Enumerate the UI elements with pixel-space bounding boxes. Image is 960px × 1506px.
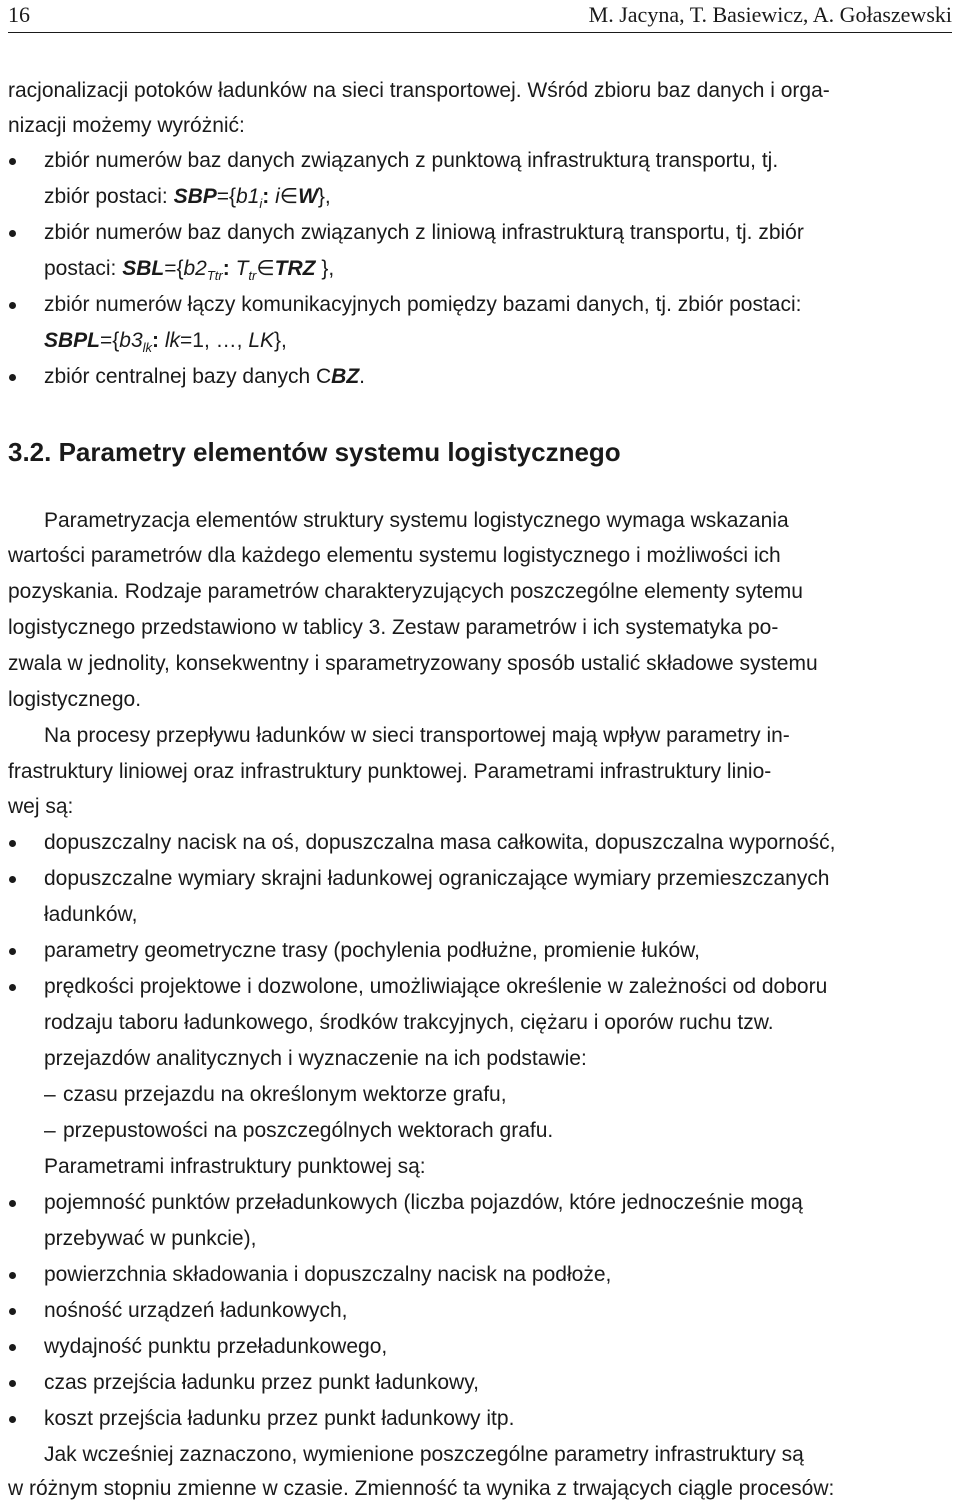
section-heading: 3.2. Parametry elementów systemu logistycznego	[8, 437, 621, 467]
sub-list-item: czasu przejazdu na określonym wektorze grafu,	[63, 1083, 507, 1106]
set-formula-sbpl: $SBPL=\{b3_{lk}$: lk=1, …, LK},	[44, 329, 287, 356]
paragraph-line: Jak wcześniej zaznaczono, wymienione poszczególne parametry infrastruktury są	[44, 1443, 804, 1466]
list-item: pojemność punktów przeładunkowych (liczba pojazdów, które jednocześnie mogą	[44, 1191, 803, 1214]
list-item: przejazdów analitycznych i wyznaczenie na ich podstawie:	[44, 1047, 587, 1070]
paragraph-line: Na procesy przepływu ładunków w sieci transportowej mają wpływ parametry in-	[44, 724, 790, 747]
list-item: ładunków,	[44, 903, 138, 926]
list-item: przebywać w punkcie),	[44, 1227, 257, 1250]
bullet-icon	[9, 230, 16, 237]
paragraph-line: Parametrami infrastruktury punktowej są:	[44, 1155, 426, 1178]
paragraph-line: w różnym stopniu zmienne w czasie. Zmienność ta wynika z trwających ciągle procesów:	[8, 1477, 835, 1500]
list-item: koszt przejścia ładunku przez punkt ładunkowy itp.	[44, 1407, 515, 1430]
paragraph-line: logistycznego.	[8, 688, 142, 711]
bullet-icon	[9, 1200, 16, 1207]
paragraph-line: frastruktury liniowej oraz infrastruktury punktowej. Parametrami infrastruktury linio-	[8, 760, 772, 783]
intro-line: racjonalizacji potoków ładunków na sieci transportowej. Wśród zbioru baz danych i orga-	[8, 79, 830, 102]
paragraph-line: pozyskania. Rodzaje parametrów charakteryzujących poszczególne elementy sytemu	[8, 580, 803, 603]
paragraph-line: Parametryzacja elementów struktury systemu logistycznego wymaga wskazania	[44, 509, 789, 532]
bullet-icon	[9, 302, 16, 309]
running-header	[8, 0, 952, 33]
header-authors: M. Jacyna, T. Basiewicz, A. Gołaszewski	[588, 2, 952, 27]
list-item: czas przejścia ładunku przez punkt ładunkowy,	[44, 1371, 480, 1394]
list-item: powierzchnia składowania i dopuszczalny nacisk na podłoże,	[44, 1263, 612, 1286]
sub-list-item: przepustowości na poszczególnych wektorach grafu.	[63, 1119, 554, 1142]
list-item: rodzaju taboru ładunkowego, środków trakcyjnych, ciężaru i oporów ruchu tzw.	[44, 1011, 774, 1034]
page-number: 16	[8, 2, 30, 27]
list-item: nośność urządzeń ładunkowych,	[44, 1299, 348, 1322]
bullet-icon	[9, 1344, 16, 1351]
dash-icon: –	[44, 1119, 56, 1142]
bullet-icon	[9, 1272, 16, 1279]
set-item-cbz: zbiór centralnej bazy danych CBZ.	[44, 365, 365, 388]
paragraph-line: wej są:	[8, 795, 74, 818]
set-formula-sbl: postaci: $SBL=\{b2_{Ttr}$: $T_{tr}\in TRZ$ },	[44, 257, 335, 284]
list-item: dopuszczalny nacisk na oś, dopuszczalna masa całkowita, dopuszczalna wyporność,	[44, 831, 836, 854]
set-item-text: zbiór numerów baz danych związanych z liniową infrastrukturą transportu, tj. zbiór	[44, 221, 804, 244]
bullet-icon	[9, 948, 16, 955]
set-formula-sbp: zbiór postaci: $SBP=\{b1_i$: i∈W},	[44, 185, 331, 212]
set-item-text: zbiór numerów baz danych związanych z punktową infrastrukturą transportu, tj.	[44, 149, 779, 172]
dash-icon: –	[44, 1083, 56, 1106]
bullet-icon	[9, 1416, 16, 1423]
intro-line: nizacji możemy wyróżnić:	[8, 114, 245, 137]
list-item: prędkości projektowe i dozwolone, umożliwiające określenie w zależności od doboru	[44, 975, 828, 998]
bullet-icon	[9, 876, 16, 883]
bullet-icon	[9, 840, 16, 847]
bullet-icon	[9, 1380, 16, 1387]
paragraph-line: logistycznego przedstawiono w tablicy 3. Zestaw parametrów i ich systematyka po-	[8, 616, 779, 639]
list-item: parametry geometryczne trasy (pochylenia podłużne, promienie łuków,	[44, 939, 700, 962]
paragraph-line: zwala w jednolity, konsekwentny i sparametryzowany sposób ustalić składowe systemu	[8, 652, 818, 675]
list-item: dopuszczalne wymiary skrajni ładunkowej ograniczające wymiary przemieszczanych	[44, 867, 830, 890]
bullet-icon	[9, 158, 16, 165]
paragraph-line: wartości parametrów dla każdego elementu systemu logistycznego i możliwości ich	[8, 544, 781, 567]
bullet-icon	[9, 1308, 16, 1315]
bullet-icon	[9, 374, 16, 381]
list-item: wydajność punktu przeładunkowego,	[44, 1335, 388, 1358]
bullet-icon	[9, 984, 16, 991]
set-item-text: zbiór numerów łączy komunikacyjnych pomiędzy bazami danych, tj. zbiór postaci:	[44, 293, 802, 316]
